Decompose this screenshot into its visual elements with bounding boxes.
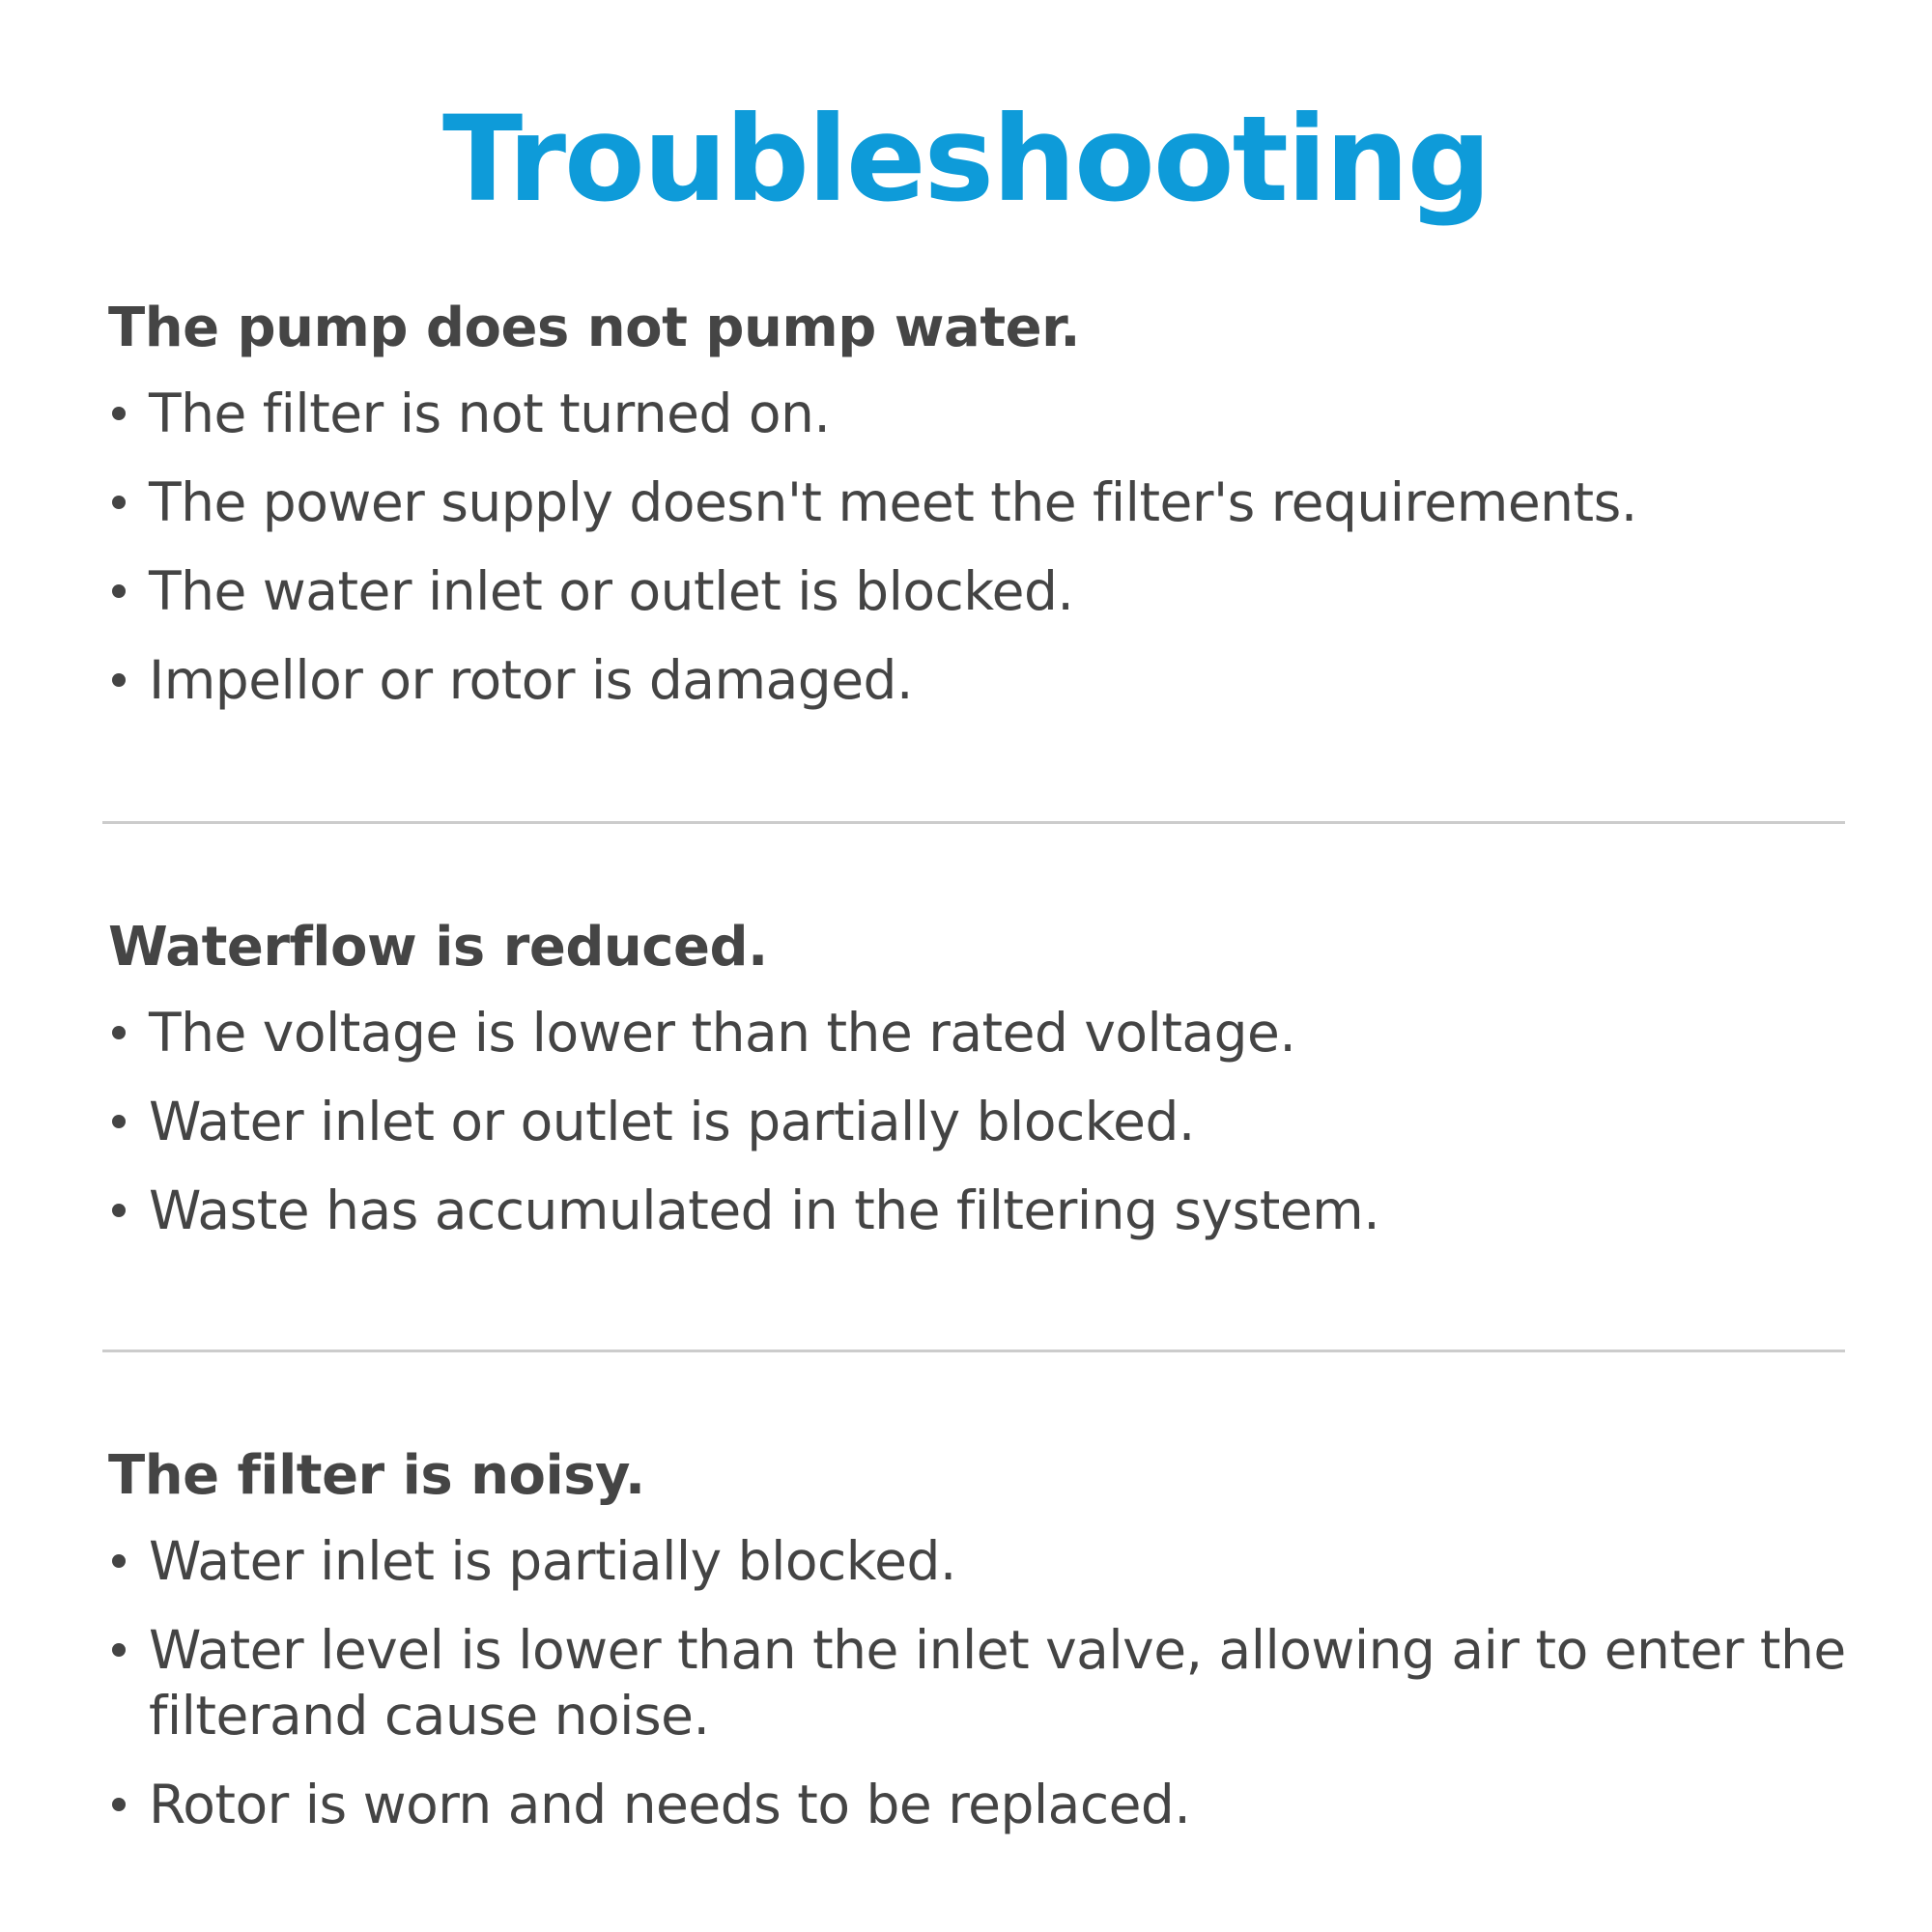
section-pump-not-pumping [108, 290, 1876, 736]
page-title: Troubleshooting [442, 91, 1490, 228]
list-item [108, 647, 1876, 713]
bullet-icon [112, 407, 126, 420]
list-item-text: Water inlet is partially blocked. [149, 1530, 956, 1592]
list-item [108, 558, 1876, 624]
list-item [108, 1000, 1876, 1065]
bullet-icon [112, 673, 126, 687]
list-item [108, 1178, 1876, 1243]
section-filter-noisy [108, 1437, 1876, 1861]
list-item [108, 1528, 1876, 1594]
section-heading: The pump does not pump water. [108, 297, 1080, 359]
cause-list [108, 381, 1876, 713]
bullet-icon [112, 1115, 126, 1128]
section-divider [102, 1350, 1845, 1352]
list-item-text: The filter is not turned on. [149, 383, 831, 444]
bullet-icon [112, 1204, 126, 1217]
cause-list [108, 1528, 1876, 1837]
list-item-text: Water inlet or outlet is partially blocked. [149, 1091, 1195, 1152]
bullet-icon [112, 1798, 126, 1811]
list-item-text: The water inlet or outlet is blocked. [149, 560, 1074, 622]
bullet-icon [112, 1026, 126, 1039]
list-item [108, 469, 1876, 535]
list-item-text: Waste has accumulated in the filtering system. [149, 1179, 1380, 1241]
bullet-icon [112, 1643, 126, 1657]
list-item-text: Water level is lower than the inlet valve, allowing air to enter the filterand cause noise. [149, 1619, 1846, 1747]
bullet-icon [112, 1554, 126, 1568]
section-heading: Waterflow is reduced. [108, 916, 768, 979]
section-heading: The filter is noisy. [108, 1444, 645, 1507]
list-item-text: The power supply doesn't meet the filter's requirements. [149, 471, 1637, 533]
bullet-icon [112, 584, 126, 598]
list-item-text: Impellor or rotor is damaged. [149, 649, 913, 711]
list-item [108, 1089, 1876, 1154]
list-item-text: The voltage is lower than the rated voltage. [149, 1002, 1296, 1064]
bullet-icon [112, 496, 126, 509]
list-item-text: Rotor is worn and needs to be replaced. [149, 1774, 1191, 1835]
section-waterflow-reduced [108, 909, 1876, 1266]
list-item [108, 381, 1876, 446]
cause-list [108, 1000, 1876, 1243]
section-divider [102, 821, 1845, 824]
list-item [108, 1772, 1876, 1837]
list-item [108, 1617, 1876, 1748]
